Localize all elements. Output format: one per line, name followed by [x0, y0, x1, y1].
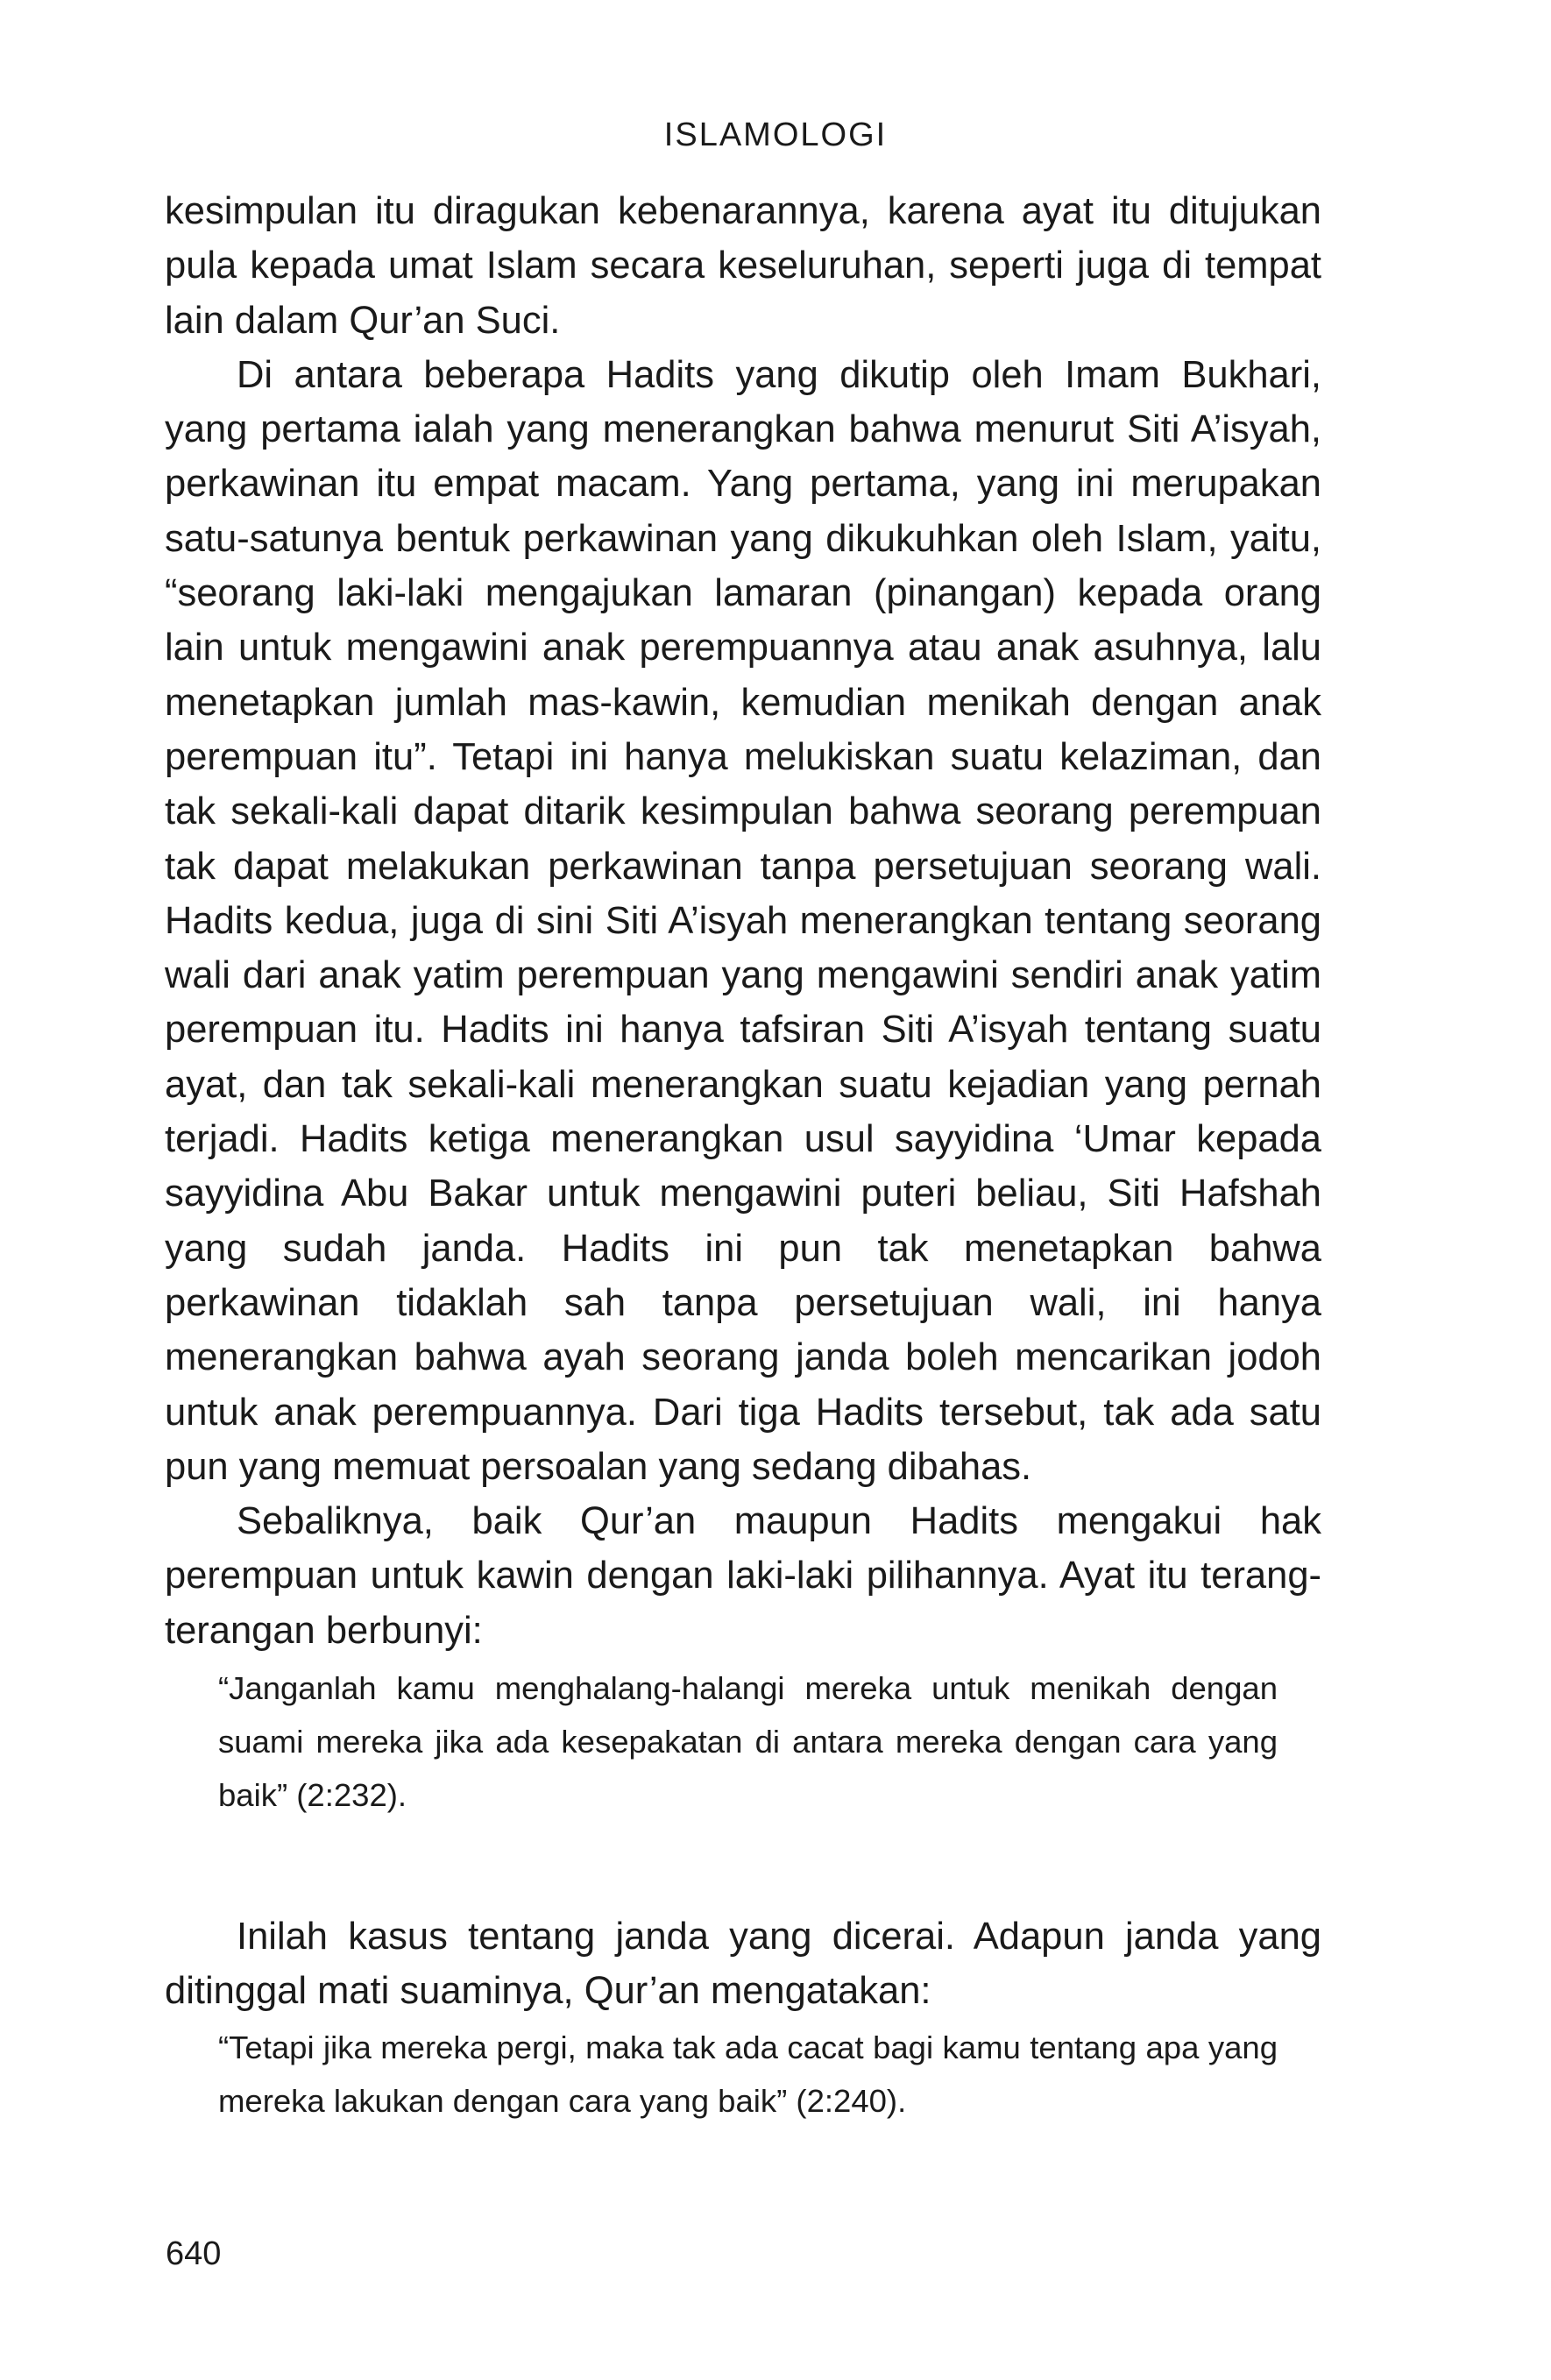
running-head: ISLAMOLOGI [663, 117, 888, 153]
page-body [165, 184, 1321, 2128]
body-paragraph: Di antara beberapa Hadits yang dikutip oleh Imam Bukhari, yang pertama ialah yang menerangkan bahwa menurut Siti A’isyah, perkawinan itu empat macam. Yang pertama, yang ini merupakan satu-satunya bentuk perkawinan yang dikukuhkan oleh Islam, yaitu, “seorang laki-laki mengajukan lamaran (pinangan) kepada orang lain untuk mengawini anak perempuannya atau anak asuhnya, lalu menetapkan jumlah mas-kawin, kemudian menikah dengan anak perempuan itu”. Tetapi ini hanya melukiskan suatu kelaziman, dan tak sekali-kali dapat ditarik kesimpulan bahwa seorang perempuan tak dapat melakukan perkawinan tanpa persetujuan seorang wali. Hadits kedua, juga di sini Siti A’isyah menerangkan tentang seorang wali dari anak yatim perempuan yang mengawini sendiri anak yatim perempuan itu. Hadits ini hanya tafsiran Siti A’isyah tentang suatu ayat, dan tak sekali-kali menerangkan suatu kejadian yang pernah terjadi. Hadits ketiga menerangkan usul sayyidina ‘Umar kepada sayyidina Abu Bakar untuk mengawini puteri beliau, Siti Hafshah yang sudah janda. Hadits ini pun tak menetapkan bahwa perkawinan tidaklah sah tanpa persetujuan wali, ini hanya menerangkan bahwa ayah seorang janda boleh mencarikan jodoh untuk anak perempuannya. Dari tiga Hadits tersebut, tak ada satu pun yang memuat persoalan yang sedang dibahas. [165, 353, 1321, 1488]
block-quote: “Tetapi jika mereka pergi, maka tak ada cacat bagi kamu tentang apa yang mereka lakukan dengan cara yang baik” (2:240). [218, 2029, 1278, 2119]
page-number: 640 [166, 2235, 222, 2272]
body-paragraph: Inilah kasus tentang janda yang dicerai. Adapun janda yang ditinggal mati suaminya, Qur’an mengatakan: [165, 1916, 1321, 2013]
block-quote: “Janganlah kamu menghalang-halangi mereka untuk menikah dengan suami mereka jika ada kesepakatan di antara mereka dengan cara yang baik” (2:232). [218, 1670, 1278, 1814]
body-paragraph: Sebaliknya, baik Qur’an maupun Hadits mengakui hak perempuan untuk kawin dengan laki-laki pilihannya. Ayat itu terang-terangan berbunyi: [165, 1500, 1321, 1652]
body-paragraph: kesimpulan itu diragukan kebenarannya, karena ayat itu ditujukan pula kepada umat Islam secara keseluruhan, seperti juga di tempat lain dalam Qur’an Suci. [165, 190, 1321, 342]
